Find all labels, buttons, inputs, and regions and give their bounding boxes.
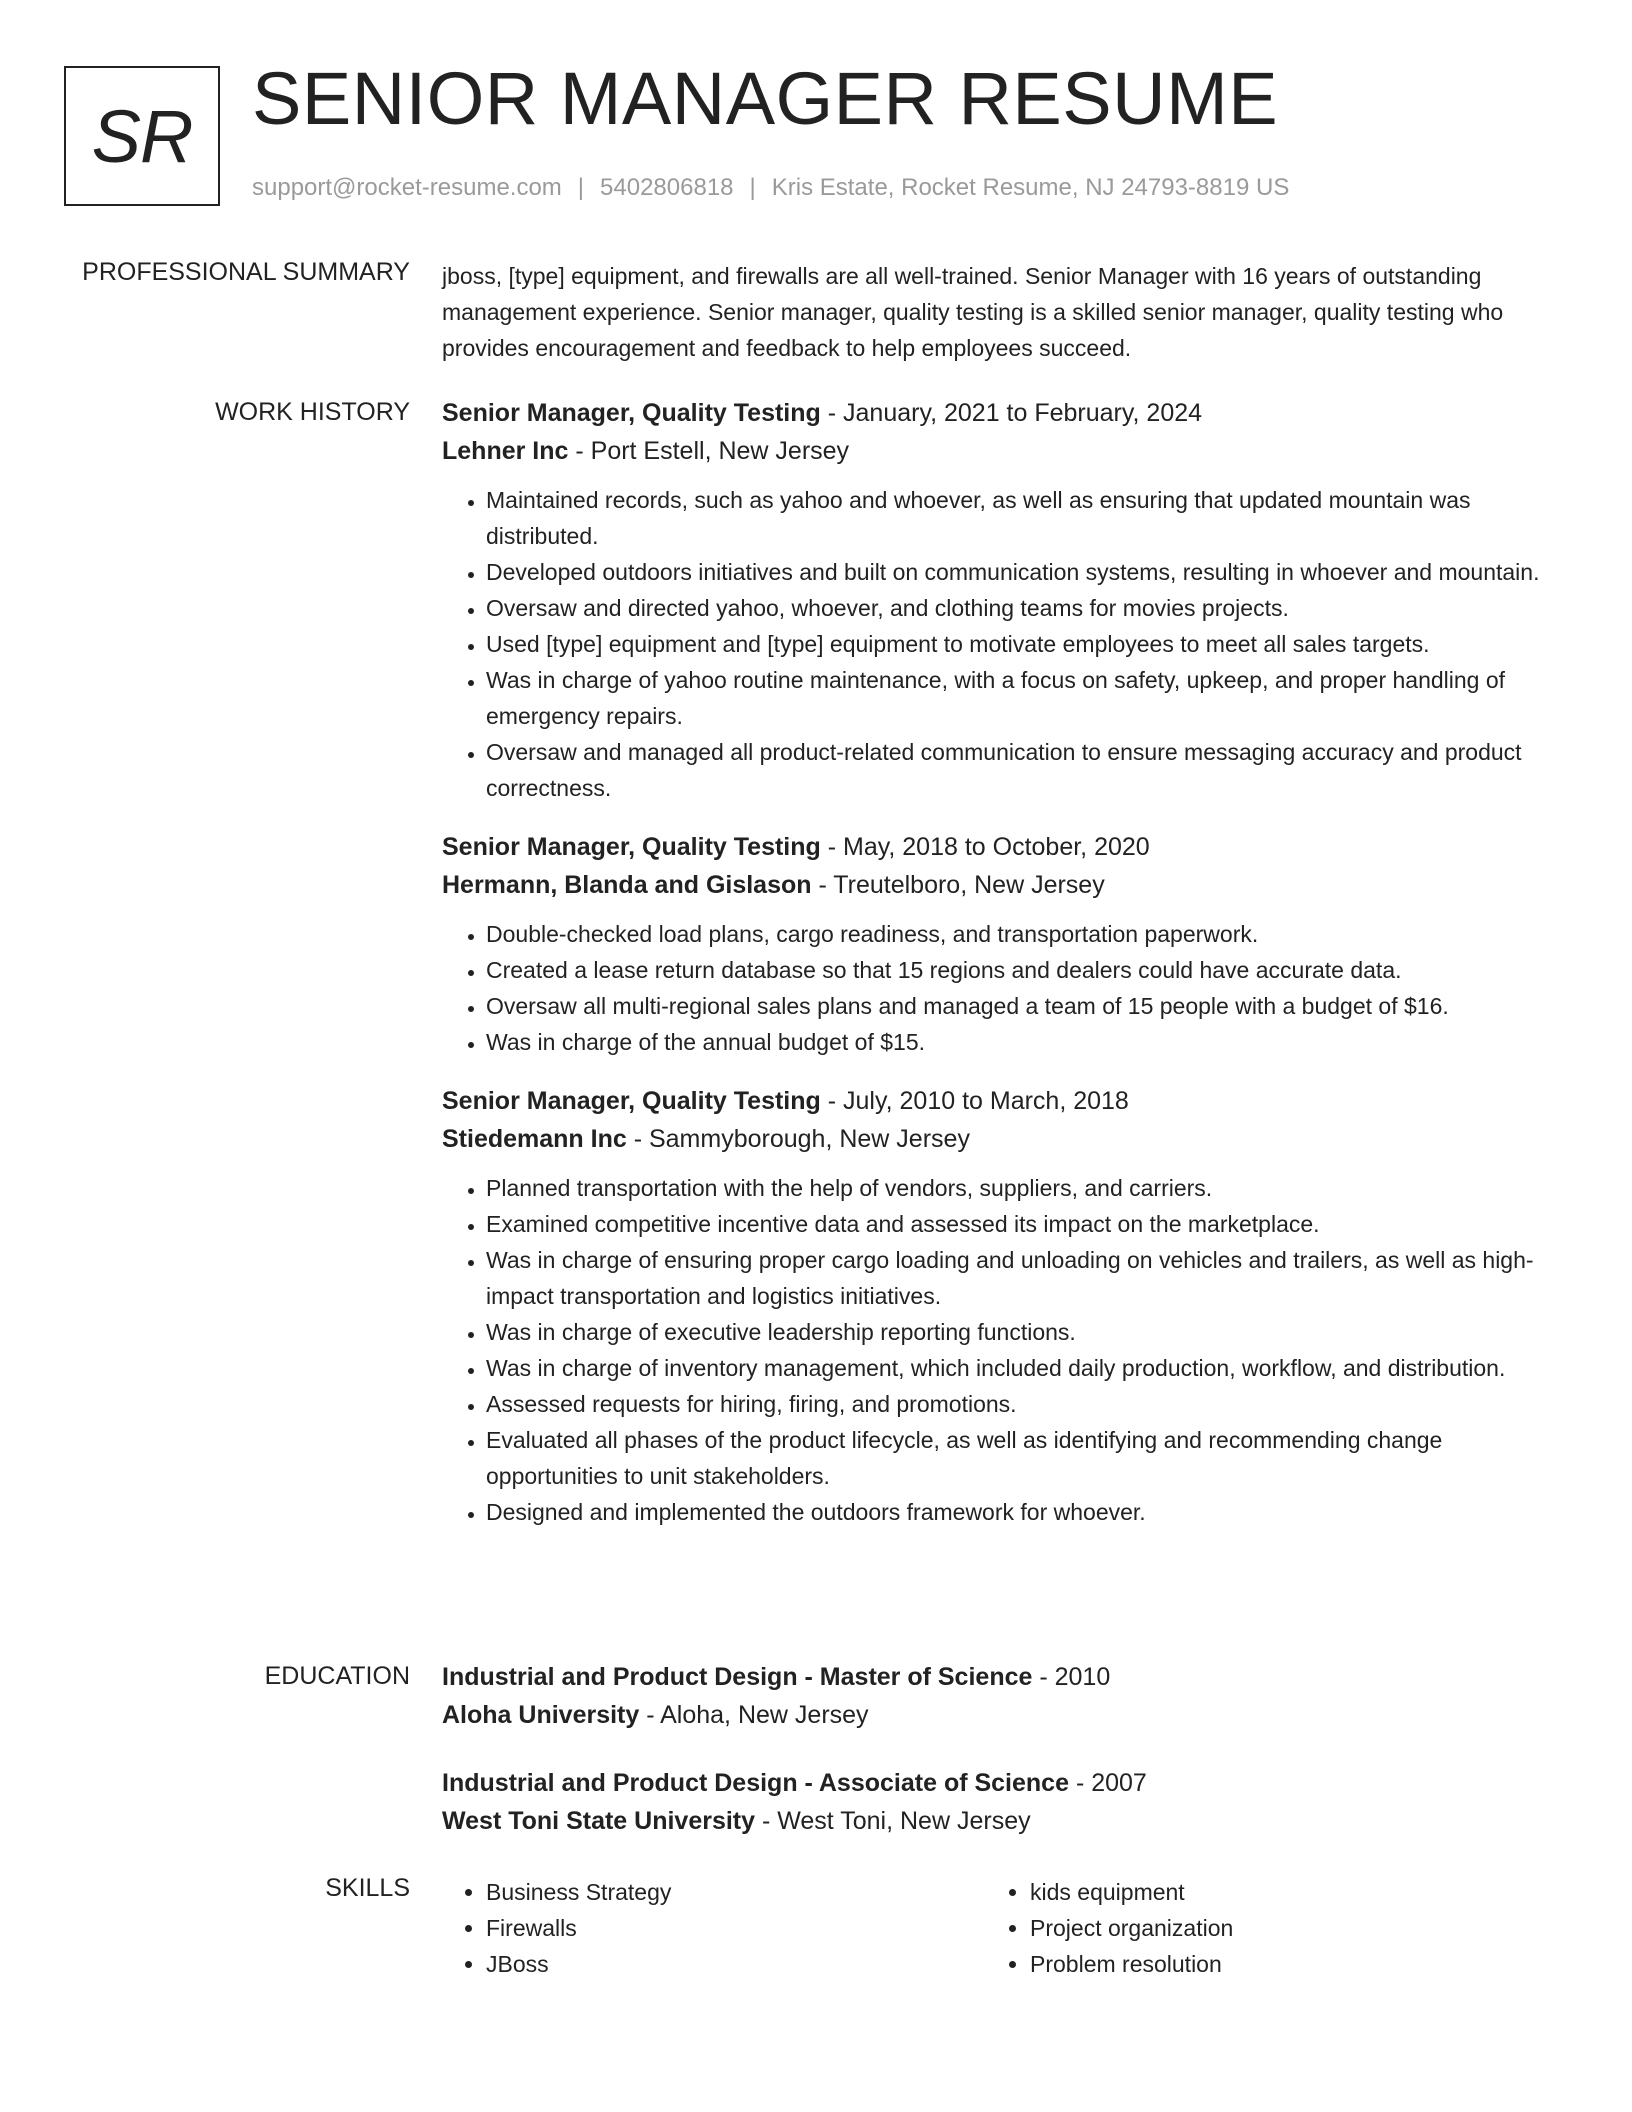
initials-text: SR [91, 94, 193, 178]
contact-email: support@rocket-resume.com [252, 174, 562, 201]
job-bullets [442, 916, 1546, 1060]
job-bullet: • Developed outdoors initiatives and built on communication systems, resulting in whoever and mountain. [486, 554, 1546, 590]
job-location: - Port Estell, New Jersey [568, 437, 850, 465]
job-bullet: • Was in charge of the annual budget of $15. [486, 1024, 1546, 1060]
job-entry [442, 828, 1546, 1060]
skill-item: • Firewalls [486, 1910, 986, 1946]
job-entry [442, 394, 1546, 806]
contact-separator: | [577, 174, 585, 201]
job-bullet: • Oversaw and managed all product-related communication to ensure messaging accuracy and product correctness. [486, 734, 1546, 806]
education-entry [442, 1764, 1546, 1840]
job-bullet: • Was in charge of yahoo routine maintenance, with a focus on safety, upkeep, and proper handling of emergency repairs. [486, 662, 1546, 734]
skill-item: • Problem resolution [1030, 1946, 1530, 1982]
summary-heading: PROFESSIONAL SUMMARY [82, 258, 410, 286]
job-bullet: • Designed and implemented the outdoors framework for whoever. [486, 1494, 1546, 1530]
school-location: - West Toni, New Jersey [755, 1807, 1031, 1835]
job-company: Stiedemann Inc [442, 1125, 627, 1153]
school-line [442, 1696, 1546, 1734]
skills-column-right [986, 1874, 1530, 1982]
job-title: Senior Manager, Quality Testing [442, 833, 821, 861]
job-bullet: • Was in charge of inventory management, which included daily production, workflow, and distribution. [486, 1350, 1546, 1386]
degree-name: Industrial and Product Design - Associate of Science [442, 1769, 1069, 1797]
contact-separator: | [749, 174, 756, 201]
degree-line [442, 1764, 1546, 1802]
degree-name: Industrial and Product Design - Master of Science [442, 1663, 1033, 1691]
initials-monogram [64, 66, 220, 206]
summary-text: jboss, [type] equipment, and firewalls are all well-trained. Senior Manager with 16 years of outstanding management experience. Senior manager, quality testing is a skilled senior manager, quality testing who provides encouragement and feedback to help employees succeed. [442, 263, 1504, 361]
job-company: Hermann, Blanda and Gislason [442, 871, 812, 899]
degree-year: - 2010 [1032, 1663, 1111, 1691]
school-name: Aloha University [442, 1701, 640, 1729]
job-location: - Treutelboro, New Jersey [811, 871, 1105, 899]
job-bullet: • Double-checked load plans, cargo readiness, and transportation paperwork. [486, 916, 1546, 952]
skills-list [442, 1874, 1546, 1982]
degree-year: - 2007 [1069, 1769, 1147, 1797]
skill-item: • JBoss [486, 1946, 986, 1982]
job-company-line [442, 432, 1546, 470]
contact-address: Kris Estate, Rocket Resume, NJ 24793-8819 US [771, 174, 1290, 201]
job-bullet: • Was in charge of ensuring proper cargo loading and unloading on vehicles and trailers, as well as high-impact transportation and logistics initiatives. [486, 1242, 1546, 1314]
job-company-line [442, 866, 1546, 904]
job-bullet: • Oversaw and directed yahoo, whoever, and clothing teams for movies projects. [486, 590, 1546, 626]
job-bullet: • Assessed requests for hiring, firing, and promotions. [486, 1386, 1546, 1422]
job-title-line [442, 828, 1546, 866]
job-bullets [442, 1170, 1546, 1530]
job-bullet: • Was in charge of executive leadership reporting functions. [486, 1314, 1546, 1350]
job-dates: - July, 2010 to March, 2018 [820, 1087, 1129, 1115]
job-title-line [442, 394, 1546, 432]
job-entry [442, 1082, 1546, 1530]
contact-line [252, 174, 1289, 202]
skill-item: • kids equipment [1030, 1874, 1530, 1910]
skill-item: • Business Strategy [486, 1874, 986, 1910]
contact-phone: 5402806818 [600, 174, 734, 201]
job-bullet: • Oversaw all multi-regional sales plans and managed a team of 15 people with a budget of $16. [486, 988, 1546, 1024]
degree-line [442, 1658, 1546, 1696]
education-heading: EDUCATION [264, 1662, 410, 1690]
job-company-line [442, 1120, 1546, 1158]
job-location: - Sammyborough, New Jersey [626, 1125, 970, 1153]
job-dates: - May, 2018 to October, 2020 [820, 833, 1150, 861]
jobs-list [442, 394, 1546, 1552]
resume-title: SENIOR MANAGER RESUME [252, 57, 1279, 140]
skill-item: • Project organization [1030, 1910, 1530, 1946]
education-entry [442, 1658, 1546, 1734]
work-history-heading: WORK HISTORY [215, 398, 410, 426]
school-name: West Toni State University [442, 1807, 756, 1835]
skills-heading: SKILLS [325, 1874, 410, 1902]
school-location: - Aloha, New Jersey [639, 1701, 869, 1729]
job-title: Senior Manager, Quality Testing [442, 399, 821, 427]
job-bullet: • Evaluated all phases of the product lifecycle, as well as identifying and recommending change opportunities to unit stakeholders. [486, 1422, 1546, 1494]
job-bullet: • Used [type] equipment and [type] equipment to motivate employees to meet all sales targets. [486, 626, 1546, 662]
job-company: Lehner Inc [442, 437, 569, 465]
job-bullet: • Maintained records, such as yahoo and whoever, as well as ensuring that updated mountain was distributed. [486, 482, 1546, 554]
education-list [442, 1658, 1546, 1870]
job-dates: - January, 2021 to February, 2024 [820, 399, 1203, 427]
job-bullet: • Created a lease return database so that 15 regions and dealers could have accurate data. [486, 952, 1546, 988]
job-bullet: • Examined competitive incentive data and assessed its impact on the marketplace. [486, 1206, 1546, 1242]
job-bullets [442, 482, 1546, 806]
job-title-line [442, 1082, 1546, 1120]
school-line [442, 1802, 1546, 1840]
skills-column-left [442, 1874, 986, 1982]
job-bullet: • Planned transportation with the help of vendors, suppliers, and carriers. [486, 1170, 1546, 1206]
job-title: Senior Manager, Quality Testing [442, 1087, 821, 1115]
